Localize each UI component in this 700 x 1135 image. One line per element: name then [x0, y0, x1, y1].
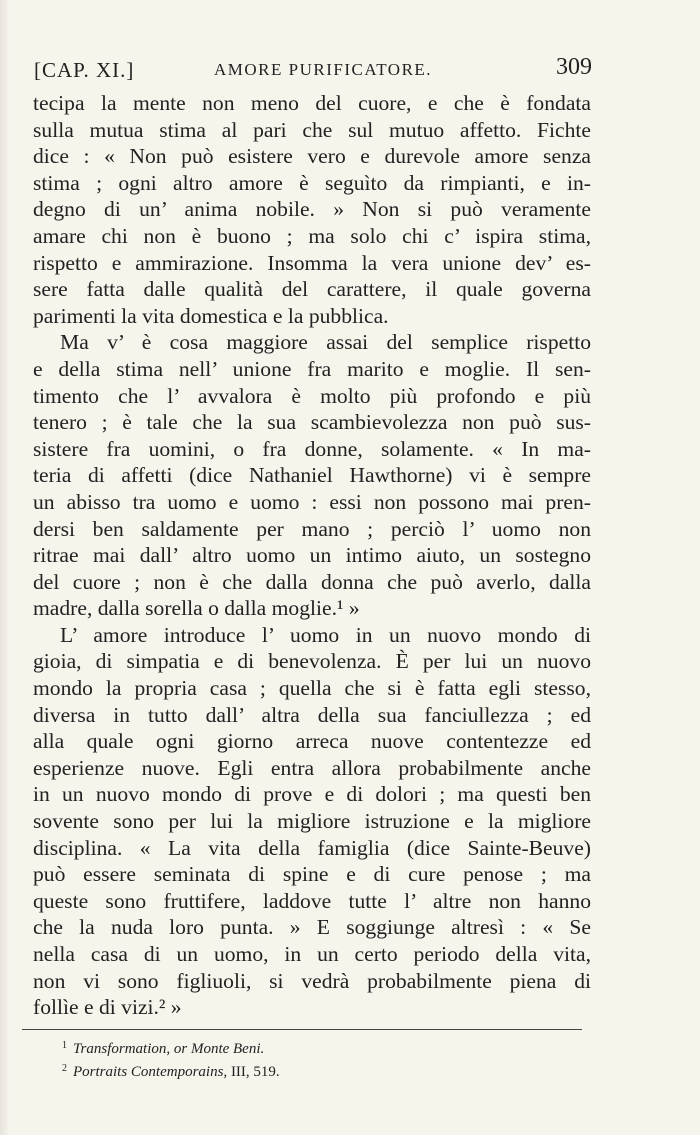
- text-line: gioia, di simpatia e di benevolenza. È per lui un nuovo: [33, 649, 591, 674]
- footnote-title: Transformation, or Monte Beni.: [73, 1041, 265, 1057]
- text-line: parimenti la vita domestica e la pubblica.: [33, 303, 389, 328]
- text-line: che la nuda loro punta. » E soggiunge altresì : « Se: [33, 915, 591, 940]
- text-line: mondo la propria casa ; quella che si è fatta egli stesso,: [33, 676, 591, 701]
- text-line: nella casa di un uomo, in un certo periodo della vita,: [33, 942, 591, 966]
- text-line: disciplina. « La vita della famiglia (dice Sainte-Beuve): [33, 835, 591, 860]
- text-line: tecipa la mente non meno del cuore, e che è fondata: [33, 91, 591, 115]
- text-line: dice : « Non può esistere vero e durevole amore senza: [33, 144, 591, 169]
- text-line: sovente sono per lui la migliore istruzione e la migliore: [33, 809, 591, 834]
- footnote: [62, 1036, 582, 1059]
- text-line: tenero ; è tale che la sua scambievolezza non può sus-: [33, 410, 591, 435]
- footnotes: [62, 1036, 582, 1082]
- text-line: amare chi non è buono ; ma solo chi c’ ispira stima,: [33, 223, 591, 248]
- text-line: queste sono fruttifere, laddove tutte l’ altre non hanno: [33, 888, 591, 913]
- text-line: sulla mutua stima al pari che sul mutuo affetto. Fichte: [33, 117, 591, 142]
- text-line: e della stima nell’ unione fra marito e moglie. Il sen-: [33, 356, 591, 381]
- running-header: [34, 54, 592, 86]
- page-number: 309: [556, 54, 592, 80]
- text-line: in un nuovo mondo di prove e di dolori ; ma questi ben: [33, 782, 591, 807]
- text-line: sistere fra uomini, o fra donne, solamente. « In ma-: [33, 436, 591, 461]
- text-line: timento che l’ avvalora è molto più profondo e più: [33, 383, 591, 408]
- body-text: [33, 90, 591, 1021]
- text-line: Ma v’ è cosa maggiore assai del semplice rispetto: [60, 330, 591, 355]
- chapter-label: [CAP. XI.]: [34, 58, 135, 82]
- footnote-rule: [22, 1029, 582, 1030]
- footnote: [62, 1059, 582, 1082]
- footnote-mark: 2: [62, 1063, 67, 1074]
- footnote-mark: 1: [62, 1040, 67, 1051]
- text-line: teria di affetti (dice Nathaniel Hawthorne) vi è sempre: [33, 463, 591, 488]
- text-line: rispetto e ammirazione. Insomma la vera unione dev’ es-: [33, 250, 591, 275]
- text-line: stima ; ogni altro amore è seguìto da rimpianti, e in-: [33, 170, 591, 195]
- text-line: alla quale ogni giorno arreca nuove contentezze ed: [33, 729, 591, 754]
- text-line: non vi sono figliuoli, si vedrà probabilmente piena di: [33, 968, 591, 993]
- footnote-title: Portraits Contemporains,: [73, 1064, 228, 1080]
- text-line: del cuore ; non è che dalla donna che può averlo, dalla: [33, 569, 591, 594]
- text-line: follìe e di vizi.² »: [33, 995, 182, 1020]
- text-line: può essere seminata di spine e di cure penose ; ma: [33, 862, 591, 887]
- text-line: madre, dalla sorella o dalla moglie.¹ »: [33, 596, 360, 621]
- text-line: sere fatta dalle qualità del carattere, il quale governa: [33, 277, 591, 302]
- footnote-detail: III, 519.: [227, 1064, 280, 1080]
- page-edge-shadow: [0, 0, 10, 1135]
- text-line: L’ amore introduce l’ uomo in un nuovo mondo di: [60, 622, 591, 647]
- text-line: diversa in tutto dall’ altra della sua fanciullezza ; ed: [33, 702, 591, 727]
- text-line: un abisso tra uomo e uomo : essi non possono mai pren-: [33, 489, 591, 514]
- text-line: esperienze nuove. Egli entra allora probabilmente anche: [33, 755, 591, 780]
- text-line: degno di un’ anima nobile. » Non si può veramente: [33, 197, 591, 222]
- text-line: dersi ben saldamente per mano ; perciò l’ uomo non: [33, 516, 591, 541]
- running-title: AMORE PURIFICATORE.: [214, 60, 433, 79]
- text-line: ritrae mai dall’ altro uomo un intimo aiuto, un sostegno: [33, 543, 591, 568]
